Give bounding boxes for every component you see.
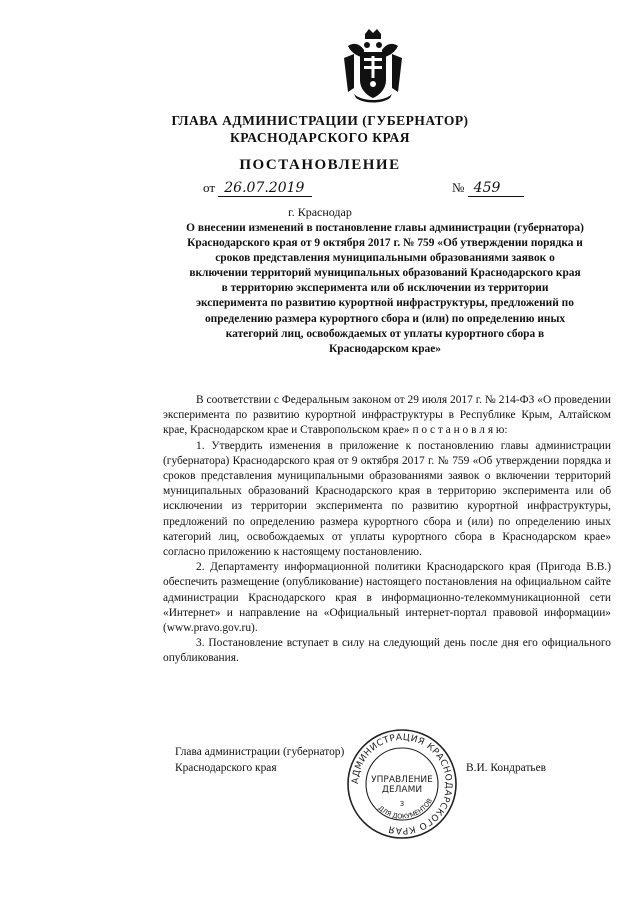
body-paragraph-item-2: 2. Департаменту информационной политики Краснодарского края (Пригода В.В.) обеспечить размещение (опубликование) настоящего постановления на официальном сайте администрации Краснодарского края в информационно-телекоммуникационной сети «Интернет» и направление на «Официальный интернет-портал правовой информации» (www.pravo.gov.ru).	[163, 561, 611, 635]
stamp-number: 3	[399, 800, 405, 808]
official-stamp	[344, 726, 460, 842]
stamp-center-line-2: ДЕЛАМИ	[381, 785, 423, 795]
krasnodar-coat-of-arms-emblem	[340, 28, 406, 104]
signatory-position-line-1: Глава администрации (губернатор)	[175, 746, 345, 758]
stamp-center-line-1: УПРАВЛЕНИЕ	[371, 775, 433, 785]
signatory-position	[175, 745, 344, 776]
date-field	[203, 180, 312, 197]
signatory-position-line-2: Краснодарского края	[175, 761, 277, 774]
city-line: г. Краснодар	[288, 205, 352, 219]
signatory-name: В.И. Кондратьев	[466, 762, 547, 774]
body-paragraph-preamble: В соответствии с Федеральным законом от 29 июля 2017 г. № 214-ФЗ «О проведении эксперимента по развитию курортной инфраструктуры в Республике Крым, Алтайском крае, Краснодарском крае и Ставропольском крае» п о с т а н о в л я ю:	[163, 394, 611, 437]
authority-title-line-2: КРАСНОДАРСКОГО КРАЯ	[229, 130, 411, 145]
document-type-title: ПОСТАНОВЛЕНИЕ	[239, 157, 401, 173]
document-body	[163, 393, 611, 667]
date-prefix: от	[203, 180, 216, 195]
number-field	[452, 180, 524, 197]
handwritten-number: 459	[468, 180, 525, 197]
number-prefix: №	[452, 180, 465, 195]
svg-text:ДЛЯ ДОКУМЕНТОВ	[377, 797, 434, 821]
body-paragraph-item-1: 1. Утвердить изменения в приложение к постановлению главы администрации (губернатора) Краснодарского края от 9 октября 2017 г. № 759 «Об утверждении порядка и сроков представления муниципальными образованиями заявок о включении территорий муниципальных образований Краснодарского края в территорию эксперимента или об исключении из территории эксперимента по развитию курортной инфраструктуры, предложений по определению размера курортного сбора и (или) по определению иных категорий лиц, освобождаемых от уплаты курортного сбора в Краснодарском крае» согласно приложению к настоящему постановлению.	[163, 439, 611, 559]
authority-title-line-1: ГЛАВА АДМИНИСТРАЦИИ (ГУБЕРНАТОР)	[171, 113, 469, 128]
handwritten-date: 26.07.2019	[218, 180, 312, 197]
stamp-ring-text: АДМИНИСТРАЦИЯ КРАСНОДАРСКОГО КРАЯ	[350, 732, 454, 836]
document-subject: О внесении изменений в постановление главы администрации (губернатора) Краснодарского края от 9 октября 2017 г. № 759 «Об утверждении порядка и сроков представления муниципальными образованиями заявок о включении территорий муниципальных образований Краснодарского края в территорию эксперимента или об исключении из территории эксперимента по развитию курортной инфраструктуры, предложений по определению размера курортного сбора и (или) по определению иных категорий лиц, освобождаемых от уплаты курортного сбора в Краснодарском крае»	[186, 222, 584, 355]
stamp-bottom-text: ДЛЯ ДОКУМЕНТОВ	[376, 797, 434, 821]
body-paragraph-item-3: 3. Постановление вступает в силу на следующий день после дня его официального опубликования.	[163, 637, 611, 665]
